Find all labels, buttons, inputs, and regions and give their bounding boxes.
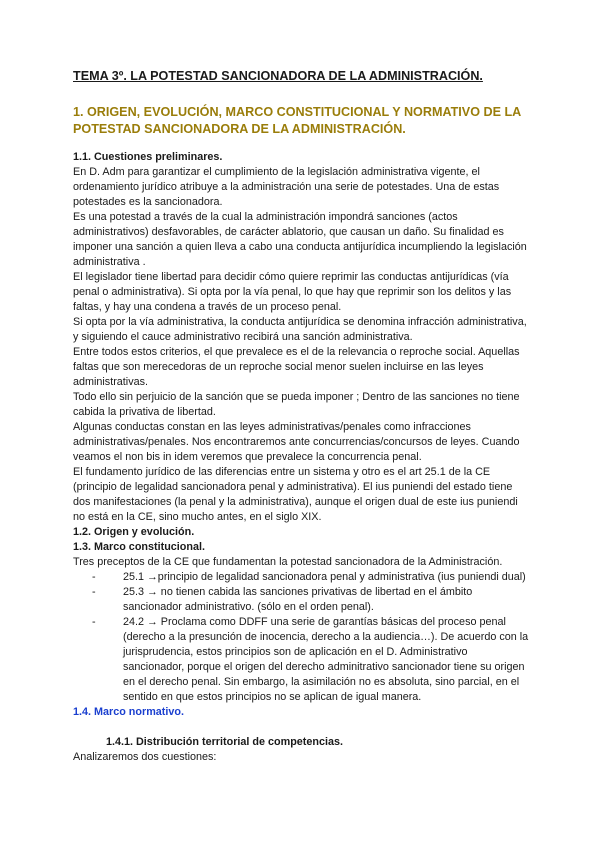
subsection-heading-1-1: 1.1. Cuestiones preliminares. [73, 151, 223, 163]
paragraph: Si opta por la vía administrativa, la conducta antijurídica se denomina infracción administrativa, y siguiendo el cauce administrativo recibirá una sanción administrativa. [73, 316, 527, 343]
paragraph: Analizaremos dos cuestiones: [73, 751, 217, 763]
subsection-heading-1-4-1: 1.4.1. Distribución territorial de competencias. [106, 736, 344, 748]
paragraph: El legislador tiene libertad para decidir cómo quiere reprimir las conductas antijurídicas (vía penal o administrativa). Si opta por la vía penal, lo que hay que reprimir son los delitos y las faltas, y hay una condena a través de un proceso penal. [73, 271, 512, 313]
section-heading-1: 1. ORIGEN, EVOLUCIÓN, MARCO CONSTITUCIONAL Y NORMATIVO DE LA POTESTAD SANCIONADORA DE LA ADMINISTRACIÓN. [73, 105, 521, 136]
list-item: - 25.1 →principio de legalidad sancionadora penal y administrativa (ius puniendi dual) [92, 570, 529, 585]
paragraph: Todo ello sin perjuicio de la sanción que se pueda imponer ; Dentro de las sanciones no tiene cabida la privativa de libertad. [73, 391, 520, 418]
list-item: - 25.3 → no tienen cabida las sanciones privativas de libertad en el ámbito sancionador administrativo. (sólo en el orden penal). [92, 585, 529, 615]
subsection-heading-1-2: 1.2. Origen y evolución. [73, 526, 195, 538]
paragraph: Algunas conductas constan en las leyes administrativas/penales como infracciones administrativas/penales. Nos encontraremos ante concurrencias/concursos de leyes. Cuando veamos el non bis in idem veremos que prevalece la concurrencia penal. [73, 421, 520, 463]
subsection-heading-1-4: 1.4. Marco normativo. [73, 706, 185, 718]
paragraph: Tres preceptos de la CE que fundamentan la potestad sancionadora de la Administración. [73, 556, 503, 568]
list-item: - 24.2 → Proclama como DDFF una serie de garantías básicas del proceso penal (derecho a la presunción de inocencia, derecho a la audiencia…). De acuerdo con la jurisprudencia, estos principios son de aplicación en el D. Administrativo sancionador, porque el origen del derecho adminitrativo sancionador tiene su origen en el derecho penal. Sin embargo, la asimilación no es absoluta, sino parcial, en el sentido en que estos principios no se aplican de igual manera. [92, 615, 529, 705]
document-body [73, 150, 529, 765]
paragraph: El fundamento jurídico de las diferencias entre un sistema y otro es el art 25.1 de la CE (principio de legalidad sancionadora penal y administrativa). El ius puniendi del estado tiene dos manifestaciones (la penal y la administrativa), aunque el origen dual de este ius puniendi no está en la CE, sino mucho antes, en el siglo XIX. [73, 466, 518, 523]
precepts-list [73, 570, 529, 705]
paragraph: Es una potestad a través de la cual la administración impondrá sanciones (actos administrativos) desfavorables, de carácter ablatorio, que causan un daño. Su finalidad es imponer una sanción a quien lleva a cabo una conducta antijurídica incumpliendo la legislación administrativa . [73, 211, 527, 268]
paragraph: Entre todos estos criterios, el que prevalece es el de la relevancia o reproche social. Aquellas faltas que son merecedoras de un reproche social menor suelen incluirse en las leyes administrativas. [73, 346, 520, 388]
subsection-heading-1-3: 1.3. Marco constitucional. [73, 541, 205, 553]
paragraph: En D. Adm para garantizar el cumplimiento de la legislación administrativa vigente, el ordenamiento jurídico atribuye a la administración una serie de potestades. Una de estas potestades es la sancionadora. [73, 166, 500, 208]
document-title: TEMA 3º. LA POTESTAD SANCIONADORA DE LA ADMINISTRACIÓN. [73, 69, 483, 83]
